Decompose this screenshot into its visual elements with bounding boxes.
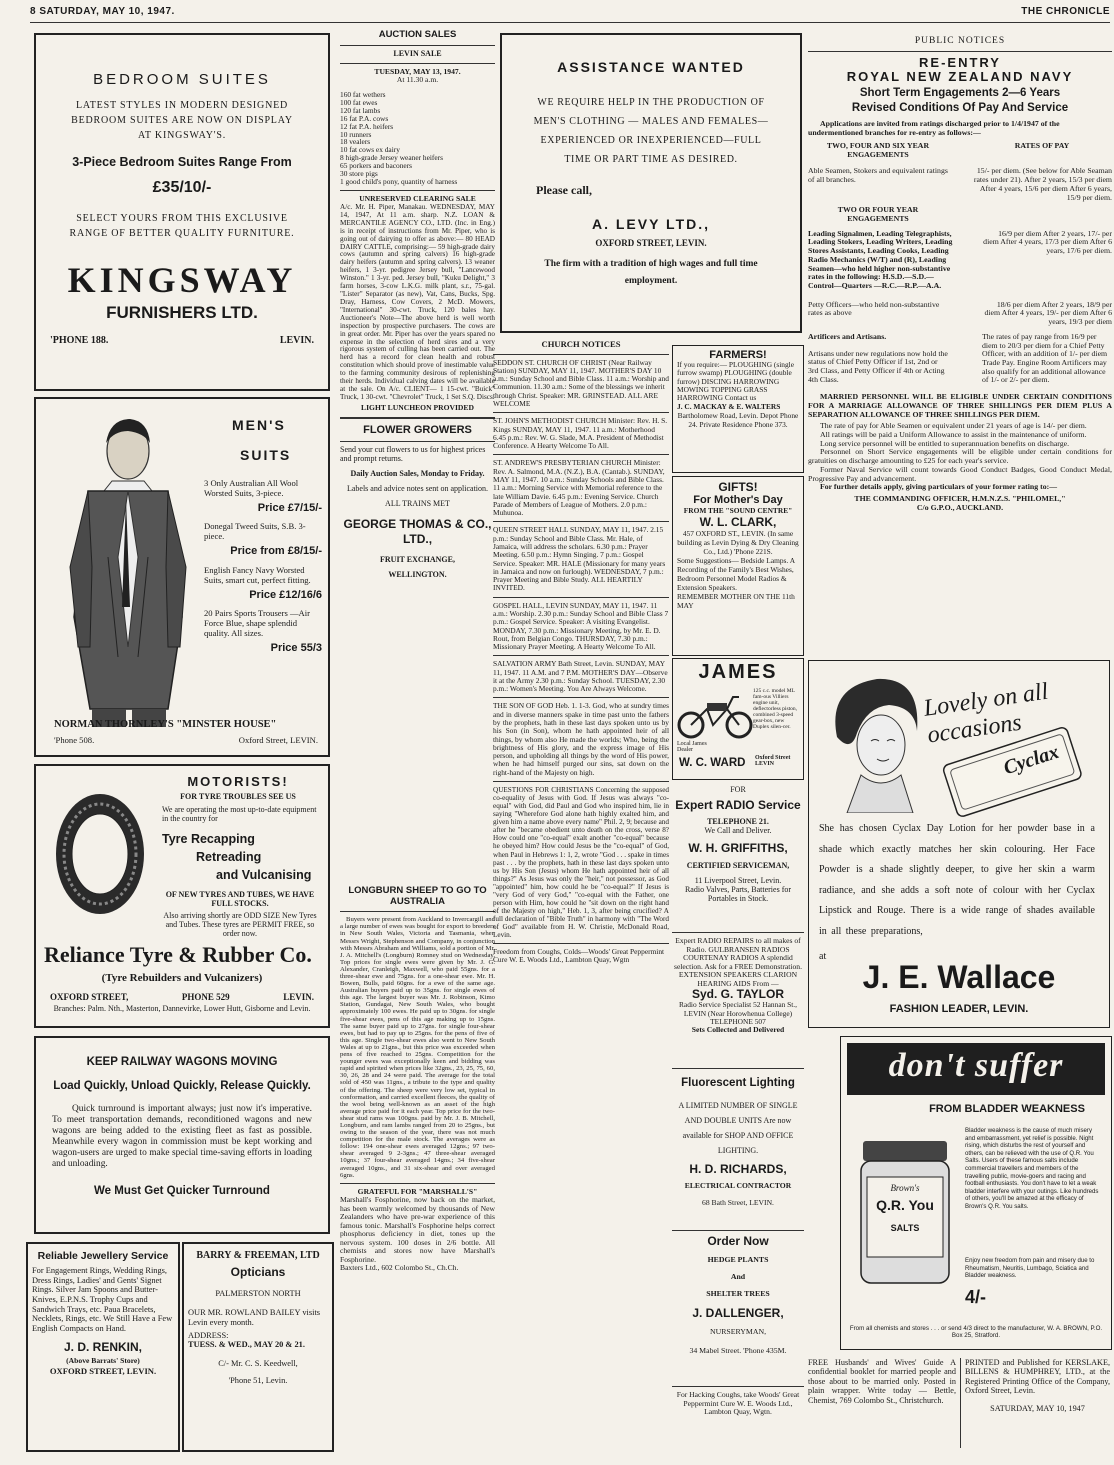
intro-line: LATEST STYLES IN MODERN DESIGNED [75,100,289,111]
cyclax-brand: Cyclax [1000,740,1062,780]
reliance-street: OXFORD STREET, [50,992,129,1002]
farmers-addr: Bartholomew Road, Levin. Depot Phone 24. Private Residence Phone 373. [677,411,799,430]
qr-jar-salts: SALTS [890,1223,920,1233]
barry-title: BARRY & FREEMAN, LTD [196,1250,320,1261]
kingsway-title: BEDROOM SUITES [93,71,271,88]
imprint [960,1358,1110,1448]
barry-sub: Opticians [230,1265,286,1279]
railway-text: Quick turnround is important always; just now it's imperative. To meet transportation demands, reconditioned wagons and new wagons are being added to the existing fleet as fast as possible. Meanwhile every wagon in commission must be kept working and wagon-users are urged to make special time-saving efforts in loading and unloading. [52,1104,312,1170]
qr-you-salts-ad [840,1036,1112,1350]
navy-a4: Artificers and Artisans. [808,331,887,341]
renkin-addr: OXFORD STREET, LEVIN. [49,1365,157,1376]
longburn-title: LONGBURN SHEEP TO GO TO AUSTRALIA [348,886,487,907]
reliance-text: We are operating the most up-to-date equipment in the country for [162,805,317,823]
navy-p3: Long service personnel will be entitled to superannuation benefits on discharge. [820,438,1070,448]
navy-r1: 15/- per diem. (See below for Able Seaman rates under 21). After 2 years, 15/3 per diem After 4 years, 15/6 per diem After 6 years, 15/9 per diem. [973,166,1112,202]
dallenger-ad [672,1226,804,1376]
reliance-branches: Branches: Palm. Nth., Masterton, Dannevirke, Lower Hutt, Gisborne and Levin. [53,1004,311,1013]
grateful-addr: Baxters Ltd., 602 Colombo St., Ch.Ch. [340,1263,459,1273]
kingsway-select [50,211,314,241]
dallenger-l1: HEDGE PLANTS [707,1255,769,1265]
church-salvation: SALVATION ARMY Bath Street, Levin. SUNDAY, MAY 11, 1947. 11 A.M. and 7 P.M. MOTHER'S DAY—Observe it at the Army 2.30 p.m.: Sunday School. TUESDAY, 2.30 p.m.: Women's Meeting. You Are Always Welcome. [493,659,668,694]
richards-lighting-ad [672,1064,804,1224]
navy-addr: C/o G.P.O., AUCKLAND. [916,502,1004,512]
kingsway-range: 3-Piece Bedroom Suites Range From [72,155,292,169]
auction-labels: Labels and advice notes sent on application. [346,483,489,493]
cyclax-at: at [819,951,827,962]
mens-item2: Donegal Tweed Suits, S.B. 3-piece. [204,521,306,542]
farmers-firm: J. C. MACKAY & E. WALTERS [677,402,781,412]
reliance-sub: FOR TYRE TROUBLES SEE US [180,792,296,801]
navy-t1: RE-ENTRY [919,54,1001,70]
richards-sub: ELECTRICAL CONTRACTOR [684,1181,792,1191]
mens-item1: 3 Only Australian All Wool Worsted Suits, 3-piece. [204,478,299,498]
flower-title: FLOWER GROWERS [363,424,472,437]
reliance-phone: PHONE 529 [181,992,230,1002]
dallenger-and: And [730,1272,746,1282]
flower-text: Send your cut flowers to us for highest prices and prompt returns. [340,444,486,463]
church-johns: ST. JOHN'S METHODIST CHURCH Minister: Rev. H. S. Kings SUNDAY, MAY 11, 1947. 11 a.m.: Motherhood 6.45 p.m.: Rev. W. G. Slade, M.A. President of Methodist Conference. A Hearty Welcome To All. [493,416,668,451]
renkin-name: J. D. RENKIN, [63,1339,142,1354]
navy-a2: Leading Signalmen, Leading Telegraphists, Leading Stokers, Leading Writers, Leading Stores Assistants, Leading Cooks, Leading Radio Mechanics (W/T) and (R), Leading Seamen—who held higher non-substantive rates in the following: H.S.D.—S.D.—Control—Quarters —R.C.—R.P.—A.A. [808,228,953,290]
navy-row3 [808,301,1112,327]
barry-dates: TUESS. & WED., MAY 20 & 21. [188,1340,305,1350]
select-line: SELECT YOURS FROM THIS EXCLUSIVE [76,213,288,224]
assist-title: ASSISTANCE WANTED [557,59,745,75]
farmers-title: FARMERS! [709,349,767,361]
griffiths-cert: CERTIFIED SERVICEMAN, [686,860,790,870]
taylor-radio-ad [672,928,804,1060]
qr-title: don't suffer [888,1047,1064,1084]
kingsway-town: LEVIN. [279,335,314,346]
navy-t3: Short Term Engagements 2—6 Years [859,86,1061,99]
taylor-text: Expert RADIO REPAIRS to all makes of Radio. GULBRANSEN RADIOS COURTENAY RADIOS A splendid selection. Ask for a FREE Demonstration. EXTENSION SPEAKERS CLARION HEARING AIDS From — [673,936,803,988]
auction-daily: Daily Auction Sales, Monday to Friday. [350,468,485,478]
james-addr: Oxford Street LEVIN [755,755,791,767]
reliance-l2: Retreading [196,850,262,864]
james-dealer: Local James Dealer [677,741,707,753]
barry-freeman-ad [182,1242,334,1452]
cyclax-text: She has chosen Cyclax Day Lotion for her powder base in a shade which exactly matches her skin colouring. Her Face Powder is a shade slightly deeper, to give her skin a warm radiance, and she adds a soft note of colour with her Cyclax Lipstick and Rouge. There is a wide range of shades available in all these preparations, [819,823,1095,937]
mens-suits-ad [34,397,330,757]
qr-jar-brand: Brown's [890,1183,920,1193]
barry-c-o: C/- Mr. C. S. Keedwell, [218,1359,298,1369]
entry: 1 good child's pony, quantity of harness [340,177,458,187]
qr-text2: Enjoy new freedom from pain and misery due to Rheumatism, Neuritis, Lumbago, Sciatica and Bladder weakness. [965,1257,1095,1280]
navy-a5: Artisans under new regulations now hold the status of Chief Petty Officer if 1st, 2nd or 3rd Class, and Petty Officer if 4th or Acting 4th Class. [808,348,948,384]
clark-sub: For Mother's Day [693,494,783,506]
assist-call: Please call, [536,183,592,197]
navy-a1: Able Seamen, Stokers and equivalent ratings of all branches. [808,166,948,185]
entry: 65 porkers and baconers [340,161,413,171]
reliance-name: Reliance Tyre & Rubber Co. [44,942,312,967]
grateful-text: Marshall's Fosphorine, now back on the market, has been warmly welcomed by thousands of New Zealanders who have pre-war experience of this famous tonic. Marshall's Fosphorine helps correct phosphorus deficiency in diet, tones up the nervous system. 100 doses in 2/6 bottle. All chemists and stores now have Marshall's Fosphorine. [340,1195,495,1264]
james-name: W. C. WARD [679,757,746,769]
clark-footer: REMEMBER MOTHER ON THE 11th MAY [677,592,795,610]
hacking-ad [672,1382,804,1442]
entry: 8 high-grade Jersey weaner heifers [340,153,444,163]
mens-footer [54,735,318,745]
assist-addr: OXFORD STREET, LEVIN. [595,238,707,248]
griffiths-phone: TELEPHONE 21. [707,817,769,827]
farmers-ad [672,345,804,473]
mens-title2: SUITS [240,447,292,463]
free-text: FREE Husbands' and Wives' Guide A confidential booklet for married people and those about to be married only. Posted in plain wrapper. Write today — Bettle, Chemist, 769 Colombo St., Christchurch. [808,1358,956,1405]
railway-sub: Load Quickly, Unload Quickly, Release Quickly. [53,1080,311,1092]
navy-r3: 18/6 per diem After 2 years, 18/9 per diem After 4 years, 19/- per diem After 6 years, 19/3 per diem [984,299,1112,327]
griffiths-for: FOR [730,786,746,794]
clark-addr: 457 OXFORD ST., LEVIN. (In same building as Levin Dying & Dry Cleaning Co., Ltd.) 'Phone 221S. [677,529,799,556]
reliance-sub2: (Tyre Rebuilders and Vulcanizers) [101,972,263,984]
entry: 18 vealers [340,137,371,147]
reliance-title: MOTORISTS! [187,774,289,789]
kingsway-phone: 'PHONE 188. [50,335,109,346]
kingsway-price: £35/10/- [152,179,212,196]
entry: 120 fat lambs [340,105,381,115]
taylor-name: Syd. G. TAYLOR [691,987,784,1001]
auction-title: AUCTION SALES [378,30,457,40]
taylor-addr: Radio Service Specialist 52 Hannan St., LEVIN (Near Horowhenua College) TELEPHONE 507 [678,1000,798,1026]
navy-t2: ROYAL NEW ZEALAND NAVY [846,69,1074,85]
masthead: THE CHRONICLE [1021,6,1110,17]
kingsway-intro [50,98,314,143]
entry: 10 runners [340,129,372,139]
griffiths-addr: 11 Liverpool Street, Levin. [694,875,782,885]
renkin-text: For Engagement Rings, Wedding Rings, Dress Rings, Ladies' and Gents' Signet Rings. Silver Jam Spoons and Butter-Knives, E.P.N.S. Trophy Cups and Sandwich Trays, etc. Paua Bracelets, Necklets, Rings, etc. We Still Have a Few English Compacts on Hand. [32,1266,173,1333]
wallace-sub: FASHION LEADER, LEVIN. [889,1003,1029,1015]
auction-levin: LEVIN SALE [393,48,442,58]
church-gospel: GOSPEL HALL, LEVIN SUNDAY, MAY 11, 1947. 11 a.m.: Worship. 2.30 p.m.: Sunday School and Bible Class 7 p.m.: Gospel Service. Speaker: A visiting Evangelist. MONDAY, 7.30 p.m.: Missionary Meeting, by Mr. E. D. Rout, from Belgian Congo. THURSDAY, 7.30 p.m.: Missionary Prayer Meeting. A Hearty Welcome To All. [493,600,669,652]
navy-row1 [808,167,1112,202]
motorcycle-illustration [677,687,753,739]
james-title: JAMES [698,661,778,683]
entry: 16 fat P.A. cows [340,113,389,123]
dallenger-sub: NURSERYMAN, [709,1327,767,1337]
richards-addr: 68 Bath Street, LEVIN. [702,1197,774,1207]
dallenger-title: Order Now [707,1234,769,1248]
qr-price: 4/- [965,1287,987,1307]
mens-title1: MEN'S [232,417,286,433]
reliance-tyre-ad [34,764,330,1028]
clark-name: W. L. CLARK, [699,515,777,529]
clark-from: FROM THE "SOUND CENTRE" [683,506,793,515]
mens-price1: Price £7/15/- [257,501,322,514]
reliance-l3: and Vulcanising [216,868,312,882]
church-queen: QUEEN STREET HALL SUNDAY, MAY 11, 1947. 2.15 p.m.: Sunday School and Bible Class. Mr. Hale, of Jamaica, will address the scholars. 6.30 p.m.: Prayer Meeting. 6.50 p.m.: Hymn Singing. 7 p.m.: Gospel Service. Speaker: MR. HALE (Missionary for many years in Jamaica and now on furlough). WEDNESDAY, 7 p.m.: Prayer Meeting and Bible Study. ALL HEARTILY INVITED. [493,525,666,593]
assist-text: WE REQUIRE HELP IN THE PRODUCTION OF MEN'S CLOTHING — MALES AND FEMALES—EXPERIENCED OR INEXPERIENCED—FULL TIME OR PART TIME AS DESIRED. [533,97,769,165]
imprint-text: PRINTED and Published for KERSLAKE, BILLENS & HUMPHREY, LTD., at the Registered Printing Office of the Company, Oxford Street, Levin. [965,1358,1110,1396]
kingsway-name2: FURNISHERS LTD. [106,303,258,322]
reliance-town: LEVIN. [283,992,314,1002]
church-son: THE SON OF GOD Heb. 1. 1-3. God, who at sundry times and in diverse manners spake in time past unto the fathers by the prophets, hath in these last days spoken unto us by his Son (in Son), whom he hath appointed heir of all things, by whom also He made the worlds; Who, being the brightness of His glory, and the express image of His person, and upholding all things by the word of His power, when he had himself purged our sins, sat down on the right-hand of the Majesty on high. [493,701,669,777]
griffiths-valves: Radio Valves, Parts, Batteries for Portables in Stock. [684,884,792,903]
church-column [493,340,669,1452]
clark-title: GIFTS! [718,480,758,494]
navy-col-heads [808,142,1112,159]
dallenger-addr: 34 Mabel Street. 'Phone 435M. [689,1345,787,1355]
griffiths-call: We Call and Deliver. [704,826,772,836]
navy-row2 [808,230,1112,291]
auction-date: TUESDAY, MAY 13, 1947. [374,66,461,76]
navy-p6: For further details apply, giving particulars of your former rating to:— [820,482,1057,492]
barry-text: OUR MR. ROWLAND BAILEY visits Levin every month. [188,1308,321,1327]
church-title: CHURCH NOTICES [541,340,621,349]
church-seddon: SEDDON ST. CHURCH OF CHRIST (Near Railway Station) SUNDAY, MAY 11, 1947. MOTHER'S DAY 10 a.m.: Sunday School and Bible Class. 11 a.m.: Worship and Communion. 11.30 a.m.: Some of the blessings we inherit through Christ. Speaker: MR. GRINSTEAD. ALL ARE WELCOME [493,357,669,409]
richards-title: Fluorescent Lighting [681,1077,795,1089]
navy-married: MARRIED PERSONNEL WILL BE ELIGIBLE UNDER CERTAIN CONDITIONS FOR A MARRIAGE ALLOWANCE OF THREE SHILLINGS PER DIEM PLUS A SEPARATION ALLOWANCE OF THREE SHILLINGS PER DIEM. [808,392,1112,419]
qr-sub: FROM BLADDER WEAKNESS [929,1103,1085,1115]
qr-footer: From all chemists and stores . . . or send 4/3 direct to the manufacturer, W. A. BROWN, P.O. Box 25, Stratford. [849,1325,1103,1339]
auction-column [340,30,495,878]
auction-fruit: FRUIT EXCHANGE, [380,554,455,564]
auction-town: WELLINGTON. [388,569,447,579]
barry-town: PALMERSTON NORTH [215,1289,301,1298]
imprint-date: SATURDAY, MAY 10, 1947 [990,1403,1085,1413]
entry: 160 fat wethers [340,89,386,99]
navy-col-a: TWO, FOUR AND SIX YEAR ENGAGEMENTS [826,140,930,159]
auction-clearing-text: A/c. Mr. H. Piper, Manakau. WEDNESDAY, MAY 14, 1947, At 11 a.m. sharp. N.Z. LOAN & MERCANTILE AGENCY CO., LTD. (Inc. in Eng.) is in receipt of instructions from Mr. Piper, who is going out of dairying to offer as above:— 80 HEAD DAIRY CATTLE, comprising:— 59 high-grade dairy cows (autumn and spring calvers) 16 high-grade dairy heifers (autumn and spring calvers). 13 weaner heifers, 1 3-yr. pedigree Jersey bull, "Lancewood Winston." 1 3-yr. ped. Jersey bull, "Kuku Delight," 3 farm horses, 3-cow L.K.G. milk plant, s.r., 75-gal. "Lister" Separator (as new), Vat, Cans, Bucks, Spg. Dray, Harness, Cow Covers, 2 McD. Mowers, "International" 30-cwt. Truck, 120 bales hay. Auctioneer's Note—The above herd is well worth inspection by prospective purchasers. The cows are in great order. Mr. Piper has over the years spared no expense in the selection of herd sires and a very rigorous system of culling has been carried out. The herd has a record for clean health and robust constitution which should prove of inestimable value to the farming community desirous of replenishing their herds. Individual calving dates will be available at the sale. On A/c. CLIENT— 1 15-cwt. "Buick" Truck, 1 30-cwt. "Chevrolet" Truck, 1 Set S.Q. Discs. [340,202,495,402]
auction-entries [340,91,495,187]
auction-firm: GEORGE THOMAS & CO., LTD., [343,516,492,547]
renkin-title: Reliable Jewellery Service [37,1250,169,1262]
dallenger-name: J. DALLENGER, [692,1305,784,1320]
navy-p4: Personnel on Short Service engagements will be eligible under certain conditions for gratuities on discharge amounting to £25 for each year's service. [808,447,1112,466]
james-caption: 125 c.c. model ML fam-ous Villiers engine unit, deflectorless piston, combined 3-speed gear-box, new Duplex silen-cer. [753,688,797,730]
wallace-name: J. E. Wallace [862,959,1056,995]
woman-portrait-illustration [817,667,937,813]
mens-items [204,479,322,654]
auction-trains: ALL TRAINS MET [385,498,450,508]
qr-jar-name: Q.R. You [876,1197,934,1213]
railway-title: KEEP RAILWAY WAGONS MOVING [86,1056,278,1068]
griffiths-radio-ad [672,786,804,916]
church-woods: Freedom from Coughs, Colds—Woods' Great Peppermint Cure W. E. Woods Ltd., Lambton Quay, Wgtn [493,947,665,965]
navy-intro: Applications are invited from ratings discharged prior to 1/4/1947 of the undermentioned branches for re-entry as follows:— [808,119,1060,138]
farmers-text: If you require:— PLOUGHING (single furrow swamp) PLOUGHING (double furrow) DISCING HARROWING MOWING TOPPING GRASS HARROWING Contact us [677,360,794,403]
renkin-sub: (Above Barrats' Store) [66,1355,140,1365]
church-questions: QUESTIONS FOR CHRISTIANS Concerning the supposed co-equality of Jesus with God. If Jesus was always "co-equal" with God, did Paul and God who inspired him, lie in saying "Wherefore God alone hath highly exalted him, and given him a name above every name" Phil. 2, 9; because and after he "became obedient unto death on the cross, verse 8? How could one "co-equal" exalt another "co-equal" because he obeyed him? How could Jesus be the "co-equal" of God, when Paul in Hebrews 1: 1, 2, wrote "God . . . spake in times past . . . by the prophets, hath in these last days spoken unto us by His Son (Jesus) whom He hath appointed heir of all things?" As Jesus was only the "heir," not possessor, as God "appointed" him, how could he be "co-equal?" If Jesus is "very God of very God," "co-equal with the Father, one person with Him, how could he "sit down on the right hand of the Majesty on high," Heb. 1, 3, after being crucified? A full declaration of "Bible Truth" in harmony with "The Word of God" available from H. W. Christie, McDonald Road, Levin. [493,786,669,940]
renkin-ad [26,1242,180,1452]
intro-line: BEDROOM SUITES ARE NOW ON DISPLAY [71,115,293,126]
griffiths-name: W. H. GRIFFITHS, [688,841,788,856]
navy-artisans [808,333,948,385]
mens-item4: 20 Pairs Sports Trousers —Air Force Blue, shape splendid quality. All sizes. [204,608,311,638]
navy-t4: Revised Conditions Of Pay And Service [851,101,1069,114]
navy-p5: Former Naval Service will count towards Good Conduct Badges, Good Conduct Medal, Progressive Pay and advancement. [808,464,1112,483]
railway-footer: We Must Get Quicker Turnround [94,1184,270,1197]
kingsway-logo-name: KINGSWAY [67,260,297,300]
assist-firm: A. LEVY LTD., [591,216,711,232]
auction-clearing: UNRESERVED CLEARING SALE [359,194,476,204]
assist-tag: The firm with a tradition of high wages and full time employment. [544,259,758,287]
taylor-footer: Sets Collected and Delivered [691,1025,785,1035]
auction-lunch: LIGHT LUNCHEON PROVIDED [361,402,474,412]
grateful-title: GRATEFUL FOR "MARSHALL'S" [357,1186,478,1196]
richards-name: H. D. RICHARDS, [689,1161,787,1176]
navy-a3: Petty Officers—who held non-substantive rates as above [808,299,940,318]
navy-col-b: RATES OF PAY [1014,140,1070,150]
auction-time: At 11.30 a.m. [396,75,439,85]
navy-r2: 16/9 per diem After 2 years, 17/- per diem After 4 years, 17/3 per diem After 6 years, 17/6 per diem. [983,228,1112,256]
tyre-illustration [50,790,150,918]
mens-item3: English Fancy Navy Worsted Suits, smart cut, perfect fitting. [204,564,311,585]
intro-line: AT KINGSWAY'S. [137,130,227,141]
barry-addr-label: ADDRESS: [188,1331,229,1341]
navy-notices: PUBLIC NOTICES [914,36,1006,46]
entry: 12 fat P.A. heifers [340,121,394,131]
hacking-text: For Hacking Coughs, take Woods' Great Peppermint Cure W. E. Woods Ltd., Lambton Quay, Wgtn. [676,1390,800,1416]
kingsway-footer [50,335,314,346]
man-in-suit-illustration [48,407,203,729]
griffiths-title: Expert RADIO Service [675,797,801,812]
richards-text: A LIMITED NUMBER OF SINGLE AND DOUBLE UNITS Are now available for SHOP AND OFFICE LIGHTING. [678,1100,798,1156]
mens-price2: Price from £8/15/- [230,545,322,558]
assistance-wanted-ad [500,33,802,333]
cyclax-wallace-ad [808,660,1110,1028]
clark-gifts-ad [672,476,804,656]
james-motorcycle-ad [672,658,804,780]
navy-sub2: TWO OR FOUR YEAR ENGAGEMENTS [837,205,919,223]
page-header [30,6,1110,20]
navy-r4: The rates of pay range from 16/9 per diem to 20/3 per diem for a Chief Petty Officer, with an addition of 1/- per diem Trade Pay. Engine Room Artificers may also qualify for an additional allowance of 1/- or 2/- per diem. [982,331,1108,385]
mens-store: NORMAN THORNLEY'S "MINSTER HOUSE" [54,719,277,730]
entry: 100 fat ewes [340,97,378,107]
reliance-footer [50,992,314,1002]
qr-text: Bladder weakness is the cause of much misery and embarrassment, yet relief is possible. Night rising, which disturbs the rest of yourself and others, can be relieved with the use of Q.R. You Salts. Users of these famous salts include commercial travellers and members of the travelling public, movie-goers and racing and football enthusiasts. You don't have to let a weak bladder interfere with your outings. Like hundreds of others, you'll be amazed at the efficacy of Brown's Q.R. You salts. [965,1127,1099,1211]
barry-phone: 'Phone 51, Levin. [228,1376,288,1386]
mens-phone: 'Phone 508. [54,735,95,745]
entry: 10 fat cows ex dairy [340,145,400,155]
cyclax-script: Lovely on all occasions [922,678,1050,749]
mens-price4: Price 55/3 [270,641,322,654]
header-rule [30,22,1110,23]
reliance-l1: Tyre Recapping [162,832,255,846]
clark-text: Some Suggestions— Bedside Lamps. A Recording of the Family's Best Wishes, Bedroom Personnel Model Radios & Extension Speakers. [677,556,795,592]
free-guide-ad [808,1358,956,1448]
railway-ad [34,1036,330,1234]
longburn-column [340,886,495,1446]
longburn-text: Buyers were present from Auckland to Invercargill and a large number of ewes was bought for export to breeders in New South Wales, Victoria and Tasmania, when Messrs Wright, Stephenson and Company, in conjunction with Messrs Abraham and Williams, sold a portion of Mr. J. A. Mitchell's (Longburn) Romney stud on Wednesday. Top prices for single ewes were given by Mr. J. G. Alexander, Cranleigh, Maxwell, who paid 55gns. for a three-shear ewe and 75gns. for a one-shear ewe. Mr. H. Bowen, Bulls, paid 60gns. for a ewe of the same age. Australian buyers paid up to 35gns. for single ewes of this age. The largest buyer was Mr. J. Robinson, Kimo Station, Gundagai, New South Wales, who bought approximately 100 ewes. He paid up to 30gns. for single five-shear ewes, pens of this age making up to 15gns. The same buyer paid up to 27gns. for single four-shear ewes, but had to pay up to 25gns. for the pens of five of this age. Single two-shear ewes also went to New South Wales at up to 21gns., but this price was exceeded when pens of five reached to 25gns. Competition for the younger ewes was exceptionally keen and bidding was rapid and spirited when prices like 32gns., 23, 25, 75, 60, 30, 26, 28 and 24 were paid. The average for the total sold of 450 was 11gns., a tribute to the type and quality of the offering. The sheep were very low set, typical in conformation, and carried excellent fleeces, the quality of the wool being well-known as an asset of the high average price paid for it each year. Top price for the two-shear stud rams was 100gns. paid by Mr. J. B. Mitchell, Longburn, and ram lambs ranged from 20 to 25gns., but owing to the season of the year, there was not much competition for the male stock. The averages were as follow: 194 one-shear ewes averaged 12gns.; 97 two-shear averaged 9 2-3gns.; 47 three-shear averaged 10gns.; 37 four-shear averaged 14gns.; 34 five-shear averaged 10gns., and 31 six-shear and over averaged 6gns. [340,916,495,1179]
navy-officer: THE COMMANDING OFFICER, H.M.N.Z.S. "PHILOMEL," [854,494,1066,504]
navy-p1: The rate of pay for Able Seamen or equivalent under 21 years of age is 14/- per diem. [820,421,1087,431]
page-header-left: 8 SATURDAY, MAY 10, 1947. [30,6,175,17]
kingsway-ad [34,33,330,391]
reliance-odd: Also arriving shortly are ODD SIZE New Tyres and Tubes. These tyres are PERMIT FREE, so order now. [163,911,317,938]
mens-price3: Price £12/16/6 [249,588,322,601]
navy-notice [808,36,1112,652]
select-line: RANGE OF BETTER QUALITY FURNITURE. [69,228,295,239]
entry: 30 store pigs [340,169,378,179]
church-andrews: ST. ANDREW'S PRESBYTERIAN CHURCH Minister: Rev. A. Salmond, M.A. (N.Z.), B.A. (Cantab.). SUNDAY, MAY 11, 1947. 10 a.m.: Sunday Schools and Bible Class. 11 a.m.: Morning Service with Memorial reference to the late William Davie. 6.45 p.m.: Evening Service. Church Parade of Members of League of Mothers. 2.0 p.m.: Muhunoa. [493,458,665,518]
navy-row4 [808,333,1112,385]
reliance-stock: OF NEW TYRES AND TUBES, WE HAVE FULL STOCKS. [165,890,315,908]
mens-address: Oxford Street, LEVIN. [238,735,318,745]
dallenger-l2: SHELTER TREES [706,1288,770,1298]
navy-p2: All ratings will be paid a Uniform Allowance to assist in the maintenance of uniform. [820,430,1087,440]
